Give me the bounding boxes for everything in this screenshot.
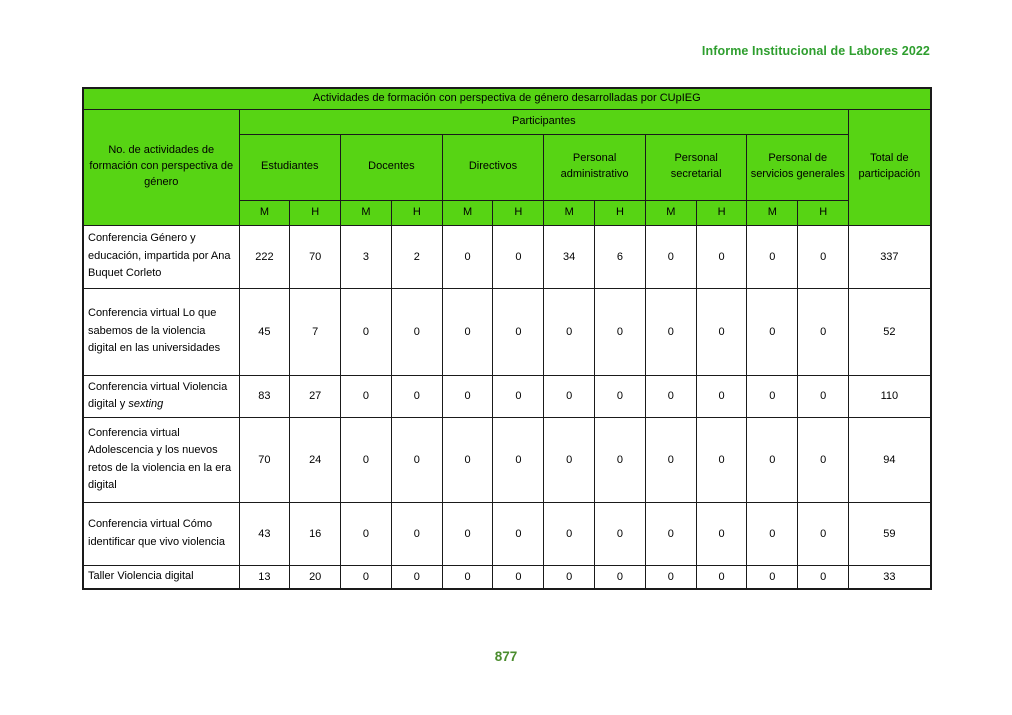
report-header-title: Informe Institucional de Labores 2022 (701, 44, 930, 58)
subcol-header-3: M (341, 200, 392, 225)
value-cell-r3-c8: 0 (595, 375, 646, 417)
table-row (83, 502, 931, 565)
value-cell-r1-c1: 222 (239, 225, 290, 288)
value-cell-r5-c12: 0 (798, 502, 849, 565)
total-cell-r5: 59 (849, 502, 931, 565)
value-cell-r6-c8: 0 (595, 565, 646, 589)
subcol-header-8: H (595, 200, 646, 225)
value-cell-r5-c5: 0 (442, 502, 493, 565)
activity-label-italic: sexting (128, 398, 164, 410)
value-cell-r6-c3: 0 (341, 565, 392, 589)
activity-label: Taller Violencia digital (83, 565, 239, 589)
value-cell-r4-c4: 0 (391, 417, 442, 502)
group-header-3: Directivos (442, 134, 544, 200)
group-header-1: Estudiantes (239, 134, 341, 200)
value-cell-r3-c1: 83 (239, 375, 290, 417)
value-cell-r4-c5: 0 (442, 417, 493, 502)
value-cell-r1-c6: 0 (493, 225, 544, 288)
value-cell-r2-c11: 0 (747, 288, 798, 375)
value-cell-r2-c7: 0 (544, 288, 595, 375)
group-header-2: Docentes (341, 134, 443, 200)
value-cell-r3-c4: 0 (391, 375, 442, 417)
activity-label: Conferencia virtual Cómo identificar que vivo violencia (83, 502, 239, 565)
value-cell-r4-c10: 0 (696, 417, 747, 502)
value-cell-r4-c8: 0 (595, 417, 646, 502)
value-cell-r3-c6: 0 (493, 375, 544, 417)
activity-label: Conferencia virtual Adolescencia y los nuevos retos de la violencia en la era digital (83, 417, 239, 502)
value-cell-r4-c3: 0 (341, 417, 392, 502)
table-row (83, 288, 931, 375)
table-title-row (83, 88, 931, 109)
value-cell-r6-c2: 20 (290, 565, 341, 589)
value-cell-r5-c6: 0 (493, 502, 544, 565)
table-row (83, 225, 931, 288)
value-cell-r5-c3: 0 (341, 502, 392, 565)
subcol-header-10: H (696, 200, 747, 225)
value-cell-r3-c3: 0 (341, 375, 392, 417)
participants-header: Participantes (239, 109, 849, 134)
value-cell-r2-c2: 7 (290, 288, 341, 375)
activity-label: Conferencia virtual Lo que sabemos de la violencia digital en las universidades (83, 288, 239, 375)
value-cell-r1-c3: 3 (341, 225, 392, 288)
subcol-header-7: M (544, 200, 595, 225)
table-row (83, 565, 931, 589)
value-cell-r5-c1: 43 (239, 502, 290, 565)
value-cell-r3-c2: 27 (290, 375, 341, 417)
total-cell-r3: 110 (849, 375, 931, 417)
total-cell-r6: 33 (849, 565, 931, 589)
value-cell-r3-c7: 0 (544, 375, 595, 417)
total-cell-r4: 94 (849, 417, 931, 502)
value-cell-r3-c9: 0 (645, 375, 696, 417)
value-cell-r1-c5: 0 (442, 225, 493, 288)
table-title: Actividades de formación con perspectiva de género desarrolladas por CUpIEG (83, 88, 931, 109)
value-cell-r4-c6: 0 (493, 417, 544, 502)
subcol-header-6: H (493, 200, 544, 225)
value-cell-r4-c12: 0 (798, 417, 849, 502)
value-cell-r4-c1: 70 (239, 417, 290, 502)
activity-label: Conferencia virtual Violencia digital y sexting (83, 375, 239, 417)
value-cell-r2-c1: 45 (239, 288, 290, 375)
value-cell-r5-c8: 0 (595, 502, 646, 565)
value-cell-r2-c9: 0 (645, 288, 696, 375)
value-cell-r2-c12: 0 (798, 288, 849, 375)
participation-table (82, 87, 932, 590)
subcol-header-1: M (239, 200, 290, 225)
value-cell-r1-c2: 70 (290, 225, 341, 288)
subcol-header-12: H (798, 200, 849, 225)
subcol-header-9: M (645, 200, 696, 225)
group-header-6: Personal de servicios generales (747, 134, 849, 200)
value-cell-r3-c10: 0 (696, 375, 747, 417)
value-cell-r3-c12: 0 (798, 375, 849, 417)
value-cell-r6-c7: 0 (544, 565, 595, 589)
value-cell-r6-c6: 0 (493, 565, 544, 589)
table-row (83, 375, 931, 417)
value-cell-r3-c11: 0 (747, 375, 798, 417)
value-cell-r2-c5: 0 (442, 288, 493, 375)
value-cell-r5-c10: 0 (696, 502, 747, 565)
value-cell-r5-c7: 0 (544, 502, 595, 565)
subcol-header-11: M (747, 200, 798, 225)
value-cell-r5-c9: 0 (645, 502, 696, 565)
value-cell-r4-c9: 0 (645, 417, 696, 502)
total-column-header: Total de participación (849, 109, 931, 225)
value-cell-r6-c12: 0 (798, 565, 849, 589)
page-number: 877 (494, 649, 518, 664)
value-cell-r6-c4: 0 (391, 565, 442, 589)
value-cell-r1-c9: 0 (645, 225, 696, 288)
activity-label: Conferencia Género y educación, impartida por Ana Buquet Corleto (83, 225, 239, 288)
value-cell-r1-c7: 34 (544, 225, 595, 288)
value-cell-r4-c2: 24 (290, 417, 341, 502)
value-cell-r1-c11: 0 (747, 225, 798, 288)
value-cell-r6-c9: 0 (645, 565, 696, 589)
value-cell-r5-c2: 16 (290, 502, 341, 565)
table-row (83, 417, 931, 502)
value-cell-r2-c6: 0 (493, 288, 544, 375)
value-cell-r1-c4: 2 (391, 225, 442, 288)
subcol-header-5: M (442, 200, 493, 225)
value-cell-r6-c1: 13 (239, 565, 290, 589)
group-header-4: Personal administrativo (544, 134, 646, 200)
value-cell-r2-c10: 0 (696, 288, 747, 375)
value-cell-r6-c10: 0 (696, 565, 747, 589)
value-cell-r6-c5: 0 (442, 565, 493, 589)
subcol-header-4: H (391, 200, 442, 225)
value-cell-r1-c10: 0 (696, 225, 747, 288)
participants-header-row (83, 109, 931, 134)
value-cell-r2-c8: 0 (595, 288, 646, 375)
value-cell-r4-c11: 0 (747, 417, 798, 502)
total-cell-r2: 52 (849, 288, 931, 375)
value-cell-r1-c8: 6 (595, 225, 646, 288)
value-cell-r6-c11: 0 (747, 565, 798, 589)
value-cell-r5-c4: 0 (391, 502, 442, 565)
value-cell-r3-c5: 0 (442, 375, 493, 417)
value-cell-r4-c7: 0 (544, 417, 595, 502)
value-cell-r2-c4: 0 (391, 288, 442, 375)
subcol-header-2: H (290, 200, 341, 225)
value-cell-r5-c11: 0 (747, 502, 798, 565)
value-cell-r2-c3: 0 (341, 288, 392, 375)
first-column-header: No. de actividades de formación con perspectiva de género (83, 109, 239, 225)
group-header-5: Personal secretarial (645, 134, 747, 200)
value-cell-r1-c12: 0 (798, 225, 849, 288)
total-cell-r1: 337 (849, 225, 931, 288)
